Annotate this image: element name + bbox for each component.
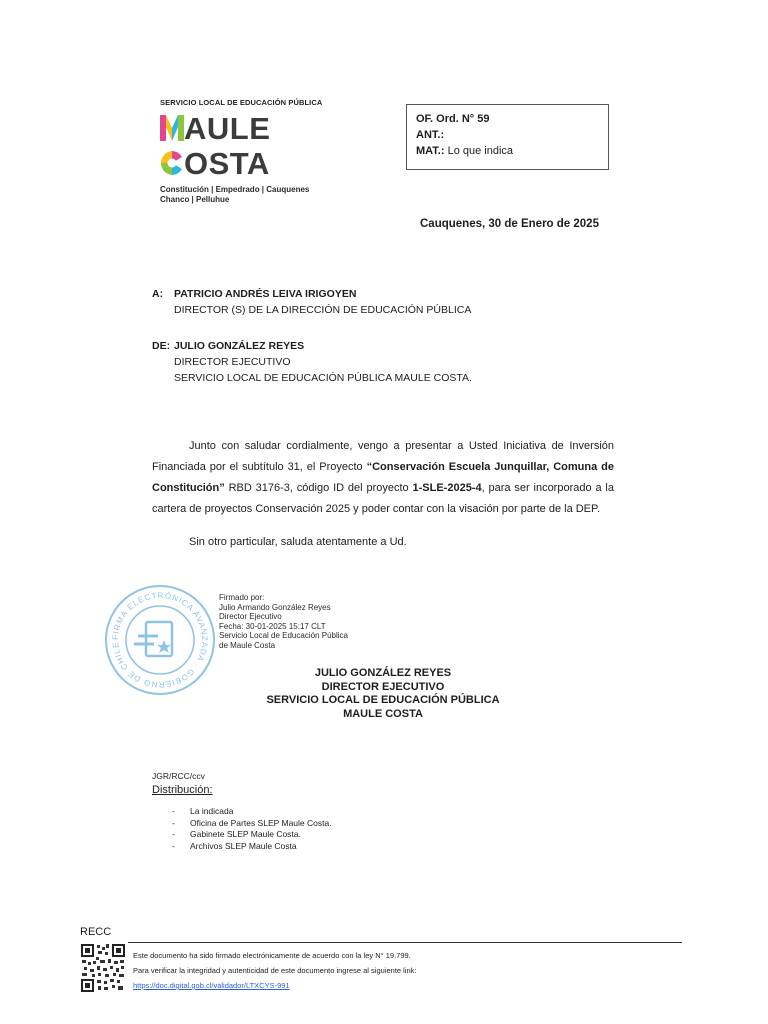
logo-word-costa bbox=[160, 148, 270, 179]
body-text-a: Junto con saludar cordialmente, vengo a presentar a Usted Iniciativa de Inversión Financiada por el subtítulo 31, el Proyecto bbox=[152, 440, 614, 473]
sender-label: DE: bbox=[152, 340, 171, 352]
logo-word2-rest: OSTA bbox=[184, 146, 270, 181]
reference-box bbox=[406, 104, 609, 170]
logo-word-maule bbox=[160, 113, 270, 144]
logo-m-icon bbox=[160, 115, 184, 141]
sig-info-line: Firmado por: bbox=[219, 593, 265, 602]
list-item-text: Oficina de Partes SLEP Maule Costa. bbox=[190, 817, 332, 828]
sender-name: JULIO GONZÁLEZ REYES bbox=[174, 340, 305, 352]
signer-title: DIRECTOR EJECUTIVO bbox=[321, 680, 445, 693]
body-text-c: RBD 3176-3, código ID del proyecto bbox=[224, 482, 413, 494]
sig-info-line: Director Ejecutivo bbox=[219, 612, 282, 621]
of-ord-number: OF. Ord. N° 59 bbox=[416, 113, 490, 125]
validation-link[interactable]: https://doc.digital.gob.cl/validador/LTXCYS-991 bbox=[133, 981, 290, 990]
footer-verify-line: Para verificar la integridad y autenticidad de este documento ingrese al siguiente link: bbox=[133, 966, 417, 975]
list-dash: - bbox=[172, 817, 175, 828]
signature-info bbox=[219, 593, 348, 650]
recc-label: RECC bbox=[80, 926, 112, 938]
list-item bbox=[172, 818, 332, 830]
comunas-line-2: Chanco | Pelluhue bbox=[160, 195, 230, 204]
sig-info-line: Fecha: 30-01-2025 15:17 CLT bbox=[219, 621, 326, 631]
distribution-title: Distribución: bbox=[152, 784, 213, 796]
org-header-text: SERVICIO LOCAL DE EDUCACIÓN PÚBLICA bbox=[160, 98, 323, 107]
list-item-text: La indicada bbox=[190, 806, 234, 816]
signer-unit: MAULE COSTA bbox=[343, 707, 423, 720]
closing-line: Sin otro particular, saluda atentamente a Ud. bbox=[189, 536, 407, 548]
list-item-text: Gabinete SLEP Maule Costa. bbox=[190, 829, 301, 839]
project-name: “Conservación Escuela Junquillar, Comuna de Constitución” bbox=[152, 461, 614, 494]
footer-divider bbox=[128, 942, 682, 943]
project-id: 1-SLE-2025-4 bbox=[412, 482, 482, 494]
comunas-line-1: Constitución | Empedrado | Cauquenes bbox=[160, 185, 310, 194]
distribution-list bbox=[172, 806, 332, 852]
initials: JGR/RCC/ccv bbox=[152, 771, 205, 781]
sig-info-line: Servicio Local de Educación Pública bbox=[219, 631, 348, 640]
list-dash: - bbox=[172, 829, 175, 839]
list-item bbox=[172, 841, 332, 853]
recipient-block bbox=[152, 286, 471, 318]
list-dash: - bbox=[172, 840, 175, 851]
footer-legal-line: Este documento ha sido firmado electrónicamente de acuerdo con la ley N° 19.799. bbox=[133, 951, 411, 960]
logo-word1-rest: AULE bbox=[184, 111, 271, 146]
qr-code-icon[interactable] bbox=[80, 943, 126, 993]
body-paragraph bbox=[152, 436, 614, 520]
sender-org: SERVICIO LOCAL DE EDUCACIÓN PÚBLICA MAULE COSTA. bbox=[174, 372, 472, 384]
signer-name: JULIO GONZÁLEZ REYES bbox=[314, 667, 452, 679]
list-item bbox=[172, 806, 332, 818]
recipient-label: A: bbox=[152, 288, 164, 300]
list-dash: - bbox=[172, 806, 175, 816]
logo-c-icon bbox=[160, 150, 184, 176]
recipient-name: PATRICIO ANDRÉS LEIVA IRIGOYEN bbox=[174, 288, 357, 300]
list-item-text: Archivos SLEP Maule Costa bbox=[190, 840, 297, 851]
sig-info-line: Julio Armando González Reyes bbox=[219, 602, 331, 612]
document-date: Cauquenes, 30 de Enero de 2025 bbox=[420, 218, 599, 230]
sender-block bbox=[152, 338, 472, 386]
mat-value: Lo que indica bbox=[447, 145, 514, 157]
signer-block bbox=[200, 667, 566, 721]
body-text-e: , para ser incorporado a la cartera de proyectos Conservación 2025 y poder contar con la visación por parte de la DEP. bbox=[152, 482, 614, 515]
sig-info-line: de Maule Costa bbox=[219, 640, 276, 650]
seal-ring-text: FIRMA ELECTRÓNICA AVANZADA · GOBIERNO DE CHILE bbox=[110, 590, 210, 690]
logo-comunas bbox=[160, 185, 309, 205]
mat-label: MAT.: bbox=[416, 145, 445, 157]
ant-label: ANT.: bbox=[416, 129, 445, 141]
sender-title: DIRECTOR EJECUTIVO bbox=[174, 356, 291, 368]
list-item bbox=[172, 829, 332, 841]
recipient-title: DIRECTOR (S) DE LA DIRECCIÓN DE EDUCACIÓN PÚBLICA bbox=[174, 304, 472, 316]
signer-org: SERVICIO LOCAL DE EDUCACIÓN PÚBLICA bbox=[266, 694, 500, 706]
